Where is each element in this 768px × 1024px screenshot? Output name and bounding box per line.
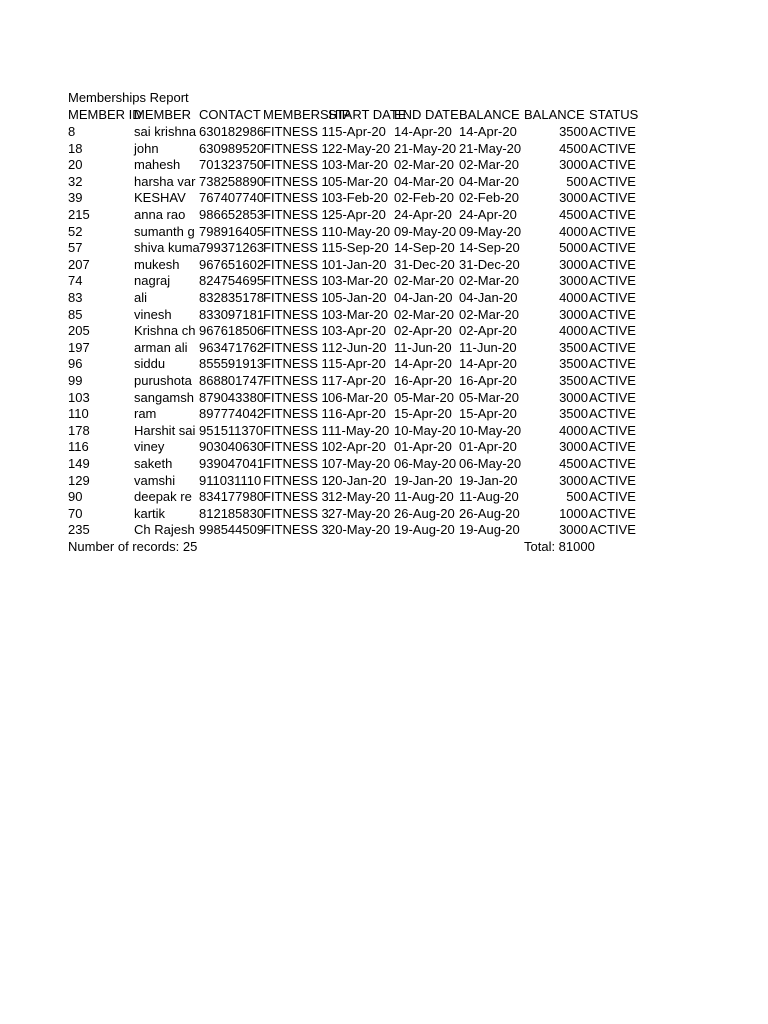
cell-balance: 4500 [559, 140, 588, 156]
cell-member-name: nagraj [134, 273, 171, 289]
cell-member-id: 8 [68, 124, 76, 139]
cell-balance: 4000 [559, 323, 588, 339]
cell-start-date: 20-Jan-20 [328, 472, 387, 488]
cell-contact: 911031110 [199, 472, 262, 488]
cell-end-date: 19-Jan-20 [394, 472, 453, 488]
cell-member-id: 149 [68, 456, 90, 471]
cell-member-name: ram [134, 406, 157, 422]
cell-end-date: 10-May-20 [394, 422, 457, 438]
cell-member-name: vinesh [134, 306, 172, 322]
cell-balance: 3000 [559, 256, 588, 272]
cell-start-date: 15-Sep-20 [328, 240, 389, 256]
cell-balance-date: 11-Jun-20 [459, 339, 517, 355]
cell-end-date: 15-Apr-20 [394, 406, 452, 422]
cell-member-id: 20 [68, 157, 83, 173]
cell-start-date: 03-Mar-20 [328, 157, 388, 173]
cell-contact: 832835178 [199, 290, 265, 305]
header-member: MEMBER [134, 107, 192, 122]
cell-balance-date: 31-Dec-20 [459, 256, 520, 272]
cell-status: ACTIVE [589, 389, 636, 405]
cell-membership: FITNESS 1 [263, 323, 329, 339]
cell-balance: 3500 [559, 356, 588, 372]
cell-member-name: purushota [134, 373, 192, 388]
cell-member-id: 70 [68, 505, 83, 521]
cell-start-date: 15-Apr-20 [328, 356, 386, 372]
cell-end-date: 21-May-20 [394, 140, 457, 156]
cell-balance: 3500 [559, 124, 588, 139]
cell-end-date: 14-Apr-20 [394, 356, 452, 372]
cell-membership: FITNESS 3 [263, 505, 329, 521]
cell-balance: 3000 [559, 157, 588, 173]
cell-status: ACTIVE [589, 522, 636, 538]
cell-end-date: 14-Apr-20 [394, 124, 452, 139]
report-title: Memberships Report [68, 90, 189, 105]
cell-member-name: kartik [134, 505, 166, 521]
cell-member-name: Krishna ch [134, 323, 196, 339]
cell-balance: 4000 [559, 223, 588, 239]
cell-start-date: 07-May-20 [328, 456, 391, 471]
cell-membership: FITNESS 1 [263, 240, 329, 256]
cell-balance: 3000 [559, 306, 588, 322]
cell-end-date: 06-May-20 [394, 456, 457, 471]
cell-balance-date: 02-Mar-20 [459, 306, 519, 322]
cell-balance-date: 14-Apr-20 [459, 124, 517, 139]
cell-balance: 5000 [559, 240, 588, 256]
cell-end-date: 02-Apr-20 [394, 323, 452, 339]
cell-member-id: 215 [68, 207, 90, 222]
cell-start-date: 12-Jun-20 [328, 339, 387, 355]
cell-status: ACTIVE [589, 124, 636, 139]
cell-contact: 868801747 [199, 373, 265, 388]
cell-start-date: 12-May-20 [328, 489, 391, 505]
cell-start-date: 22-May-20 [328, 140, 391, 156]
cell-membership: FITNESS 1 [263, 456, 329, 471]
cell-start-date: 20-May-20 [328, 522, 391, 538]
cell-end-date: 01-Apr-20 [394, 439, 452, 455]
cell-balance-date: 21-May-20 [459, 140, 522, 156]
cell-contact: 967651602 [199, 256, 265, 272]
header-balance: BALANCE [524, 107, 585, 122]
header-status: STATUS [589, 107, 639, 122]
cell-membership: FITNESS 1 [263, 223, 329, 239]
cell-status: ACTIVE [589, 456, 636, 471]
cell-contact: 767407740 [199, 190, 265, 206]
cell-member-name: siddu [134, 356, 166, 372]
cell-balance: 3000 [559, 389, 588, 405]
cell-status: ACTIVE [589, 290, 636, 305]
cell-start-date: 05-Jan-20 [328, 290, 387, 305]
cell-end-date: 16-Apr-20 [394, 373, 452, 388]
cell-start-date: 25-Apr-20 [328, 207, 386, 222]
cell-membership: FITNESS 1 [263, 157, 329, 173]
cell-member-id: 129 [68, 472, 90, 488]
cell-end-date: 02-Mar-20 [394, 157, 454, 173]
cell-member-id: 235 [68, 522, 90, 538]
cell-end-date: 02-Feb-20 [394, 190, 454, 206]
cell-member-name: anna rao [134, 207, 186, 222]
cell-contact: 986652853 [199, 207, 265, 222]
cell-status: ACTIVE [589, 339, 636, 355]
record-count: Number of records: 25 [68, 539, 198, 554]
cell-member-name: saketh [134, 456, 173, 471]
cell-status: ACTIVE [589, 140, 636, 156]
cell-balance: 500 [566, 489, 588, 505]
cell-balance-date: 06-May-20 [459, 456, 522, 471]
cell-member-id: 90 [68, 489, 83, 505]
cell-member-name: vamshi [134, 472, 176, 488]
cell-member-id: 197 [68, 339, 90, 355]
cell-membership: FITNESS 1 [263, 373, 329, 388]
cell-status: ACTIVE [589, 173, 636, 189]
cell-contact: 967618506 [199, 323, 265, 339]
cell-end-date: 14-Sep-20 [394, 240, 455, 256]
cell-membership: FITNESS 1 [263, 190, 329, 206]
cell-membership: FITNESS 1 [263, 472, 329, 488]
cell-end-date: 05-Mar-20 [394, 389, 454, 405]
cell-start-date: 03-Mar-20 [328, 273, 388, 289]
cell-member-name: mahesh [134, 157, 181, 173]
cell-balance-date: 10-May-20 [459, 422, 522, 438]
cell-balance: 4500 [559, 207, 588, 222]
cell-start-date: 03-Apr-20 [328, 323, 386, 339]
cell-status: ACTIVE [589, 323, 636, 339]
cell-contact: 963471762 [199, 339, 265, 355]
cell-member-id: 39 [68, 190, 83, 206]
cell-member-id: 85 [68, 306, 83, 322]
cell-start-date: 27-May-20 [328, 505, 391, 521]
cell-balance: 3000 [559, 273, 588, 289]
cell-membership: FITNESS 1 [263, 306, 329, 322]
cell-membership: FITNESS 1 [263, 356, 329, 372]
cell-member-name: arman ali [134, 339, 188, 355]
cell-balance: 1000 [559, 505, 588, 521]
cell-end-date: 26-Aug-20 [394, 505, 455, 521]
cell-status: ACTIVE [589, 373, 636, 388]
cell-membership: FITNESS 1 [263, 406, 329, 422]
cell-contact: 897774042 [199, 406, 265, 422]
cell-member-name: sai krishna [134, 124, 197, 139]
cell-status: ACTIVE [589, 157, 636, 173]
cell-status: ACTIVE [589, 240, 636, 256]
header-membership: MEMBERSHIP [263, 107, 351, 122]
cell-end-date: 04-Mar-20 [394, 173, 454, 189]
cell-member-id: 110 [68, 406, 89, 422]
cell-member-id: 96 [68, 356, 83, 372]
cell-start-date: 03-Mar-20 [328, 306, 388, 322]
cell-balance-date: 02-Feb-20 [459, 190, 519, 206]
cell-member-name: deepak re [134, 489, 192, 505]
cell-end-date: 02-Mar-20 [394, 273, 454, 289]
cell-membership: FITNESS 1 [263, 389, 329, 405]
cell-membership: FITNESS 1 [263, 439, 329, 455]
cell-balance-date: 02-Mar-20 [459, 273, 519, 289]
cell-balance: 3000 [559, 472, 588, 488]
cell-contact: 834177980 [199, 489, 265, 505]
cell-start-date: 15-Apr-20 [328, 124, 386, 139]
cell-balance-date: 09-May-20 [459, 223, 522, 239]
header-member-id: MEMBER ID [68, 107, 142, 122]
cell-status: ACTIVE [589, 422, 636, 438]
cell-balance-date: 14-Apr-20 [459, 356, 517, 372]
cell-start-date: 01-Jan-20 [328, 256, 387, 272]
cell-status: ACTIVE [589, 256, 636, 272]
cell-status: ACTIVE [589, 489, 636, 505]
cell-member-name: harsha var [134, 173, 196, 189]
cell-contact: 951511370 [199, 422, 264, 438]
cell-end-date: 24-Apr-20 [394, 207, 452, 222]
header-end-date: END DATE [394, 107, 459, 122]
cell-end-date: 31-Dec-20 [394, 256, 455, 272]
cell-contact: 939047041 [199, 456, 265, 471]
cell-status: ACTIVE [589, 273, 636, 289]
cell-status: ACTIVE [589, 223, 636, 239]
cell-membership: FITNESS 1 [263, 339, 329, 355]
cell-end-date: 19-Aug-20 [394, 522, 455, 538]
cell-start-date: 05-Mar-20 [328, 173, 388, 189]
cell-balance-date: 19-Jan-20 [459, 472, 518, 488]
cell-balance: 3000 [559, 522, 588, 538]
cell-balance-date: 02-Mar-20 [459, 157, 519, 173]
cell-contact: 738258890 [199, 173, 265, 189]
cell-membership: FITNESS 1 [263, 256, 329, 272]
cell-balance: 4000 [559, 422, 588, 438]
cell-balance-date: 01-Apr-20 [459, 439, 517, 455]
cell-start-date: 03-Feb-20 [328, 190, 388, 206]
cell-contact: 824754695 [199, 273, 265, 289]
cell-contact: 701323750 [199, 157, 265, 173]
cell-start-date: 16-Apr-20 [328, 406, 386, 422]
cell-contact: 799371263 [199, 240, 265, 256]
cell-member-name: Ch Rajesh [134, 522, 195, 538]
cell-balance: 3500 [559, 406, 588, 422]
cell-member-name: sangamsh [134, 389, 194, 405]
cell-balance-date: 15-Apr-20 [459, 406, 517, 422]
cell-status: ACTIVE [589, 356, 636, 372]
cell-contact: 630989520 [199, 140, 265, 156]
cell-membership: FITNESS 3 [263, 489, 329, 505]
cell-member-name: KESHAV [134, 190, 186, 206]
cell-balance-date: 14-Sep-20 [459, 240, 520, 256]
cell-membership: FITNESS 1 [263, 207, 329, 222]
cell-start-date: 10-May-20 [328, 223, 391, 239]
cell-balance-date: 26-Aug-20 [459, 505, 520, 521]
cell-contact: 812185830 [199, 505, 265, 521]
cell-balance-date: 02-Apr-20 [459, 323, 517, 339]
cell-end-date: 04-Jan-20 [394, 290, 453, 305]
cell-contact: 879043380 [199, 389, 265, 405]
cell-balance-date: 24-Apr-20 [459, 207, 517, 222]
cell-member-id: 116 [68, 439, 89, 455]
cell-balance: 500 [566, 173, 588, 189]
cell-balance-date: 16-Apr-20 [459, 373, 517, 388]
cell-balance: 3000 [559, 190, 588, 206]
cell-contact: 903040630 [199, 439, 265, 455]
cell-membership: FITNESS 1 [263, 273, 329, 289]
cell-contact: 998544509 [199, 522, 265, 538]
cell-balance: 3500 [559, 373, 588, 388]
cell-start-date: 02-Apr-20 [328, 439, 386, 455]
cell-end-date: 11-Aug-20 [394, 489, 454, 505]
cell-member-name: Harshit sai [134, 422, 196, 438]
header-start-date: START DATE [328, 107, 407, 122]
cell-member-id: 74 [68, 273, 83, 289]
cell-member-id: 18 [68, 140, 83, 156]
cell-contact: 833097181 [199, 306, 265, 322]
cell-member-id: 103 [68, 389, 90, 405]
cell-member-name: sumanth g [134, 223, 195, 239]
cell-start-date: 17-Apr-20 [328, 373, 386, 388]
cell-balance-date: 04-Mar-20 [459, 173, 519, 189]
cell-contact: 855591913 [199, 356, 265, 372]
cell-balance: 4500 [559, 456, 588, 471]
cell-member-id: 83 [68, 290, 83, 305]
cell-end-date: 02-Mar-20 [394, 306, 454, 322]
cell-balance-date: 19-Aug-20 [459, 522, 520, 538]
cell-start-date: 11-May-20 [328, 422, 390, 438]
cell-membership: FITNESS 1 [263, 422, 329, 438]
cell-membership: FITNESS 1 [263, 140, 329, 156]
cell-member-name: john [134, 140, 159, 156]
cell-status: ACTIVE [589, 439, 636, 455]
cell-status: ACTIVE [589, 406, 636, 422]
cell-member-id: 32 [68, 173, 83, 189]
cell-balance: 3000 [559, 439, 588, 455]
cell-balance-date: 04-Jan-20 [459, 290, 518, 305]
cell-status: ACTIVE [589, 190, 636, 206]
cell-member-id: 57 [68, 240, 83, 256]
cell-status: ACTIVE [589, 505, 636, 521]
cell-contact: 630182986 [199, 124, 265, 139]
cell-member-name: mukesh [134, 256, 180, 272]
cell-member-name: viney [134, 439, 165, 455]
header-contact: CONTACT [199, 107, 261, 122]
cell-end-date: 09-May-20 [394, 223, 457, 239]
cell-balance-date: 11-Aug-20 [459, 489, 519, 505]
cell-contact: 798916405 [199, 223, 265, 239]
cell-member-name: ali [134, 290, 148, 305]
cell-member-id: 178 [68, 422, 90, 438]
cell-member-id: 207 [68, 256, 90, 272]
cell-end-date: 11-Jun-20 [394, 339, 452, 355]
cell-membership: FITNESS 1 [263, 290, 329, 305]
cell-membership: FITNESS 1 [263, 173, 329, 189]
cell-member-id: 52 [68, 223, 83, 239]
cell-balance-date: 05-Mar-20 [459, 389, 519, 405]
cell-balance: 4000 [559, 290, 588, 305]
balance-total: Total: 81000 [524, 539, 595, 554]
cell-membership: FITNESS 3 [263, 522, 329, 538]
cell-status: ACTIVE [589, 306, 636, 322]
cell-start-date: 06-Mar-20 [328, 389, 388, 405]
cell-member-id: 205 [68, 323, 90, 339]
cell-status: ACTIVE [589, 207, 636, 222]
cell-balance: 3500 [559, 339, 588, 355]
cell-status: ACTIVE [589, 472, 636, 488]
cell-member-name: shiva kuma [134, 240, 200, 256]
cell-member-id: 99 [68, 373, 83, 388]
cell-membership: FITNESS 1 [263, 124, 329, 139]
header-balance-date: BALANCE [459, 107, 520, 122]
